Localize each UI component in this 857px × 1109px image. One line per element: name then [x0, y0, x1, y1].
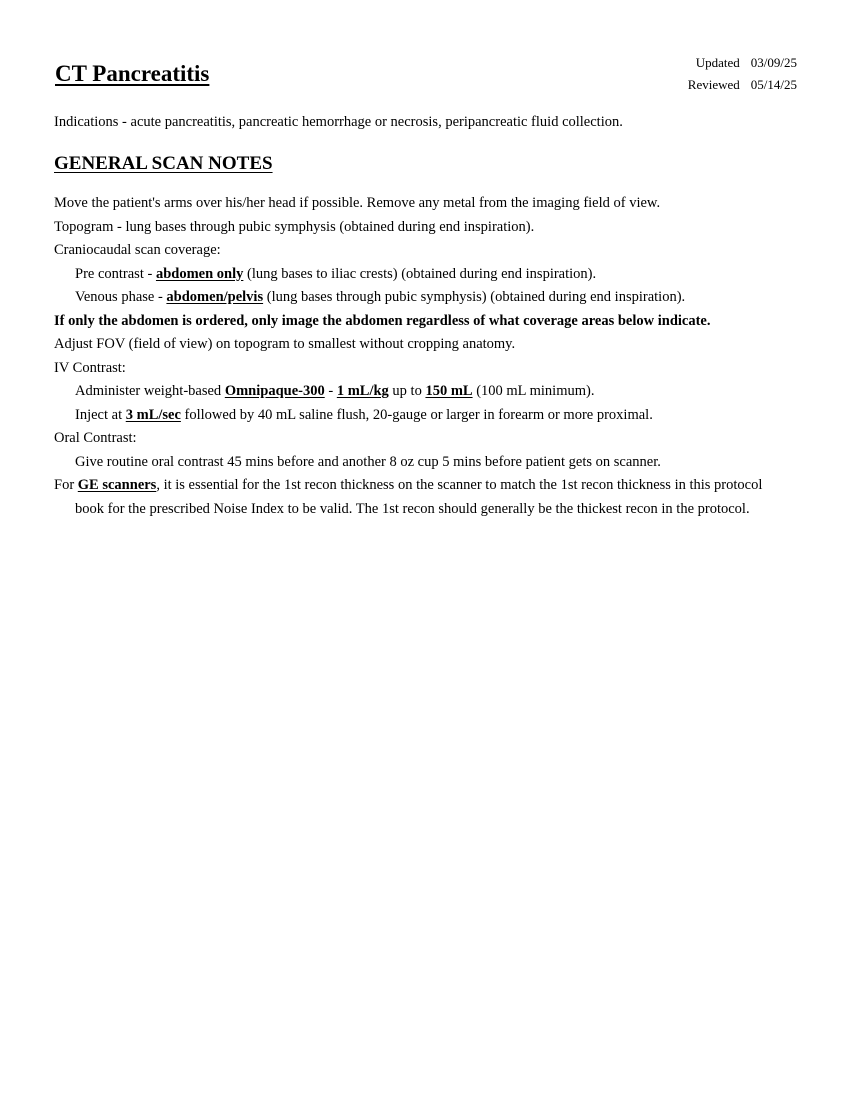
ge-note-suffix: , it is essential for the 1st recon thickness on the scanner to match the 1st recon thickness in this protocol book for the prescribed Noise Index to be valid. The 1st recon should generally be the thickest recon in the protocol. [75, 477, 763, 517]
reviewed-row [688, 74, 797, 96]
coverage-label: Craniocaudal scan coverage: [54, 242, 221, 258]
reviewed-label: Reviewed [687, 77, 740, 92]
iv-dose-prefix: Administer weight-based [75, 383, 225, 399]
iv-inject-prefix: Inject at [75, 406, 126, 423]
topogram-note: Topogram - lung bases through pubic symphysis (obtained during end inspiration). [54, 218, 535, 235]
iv-contrast-label: IV Contrast: [54, 359, 126, 376]
pre-contrast-emphasis: abdomen only [155, 265, 244, 282]
iv-inject-suffix: followed by 40 mL saline flush, 20-gauge or larger in forearm or more proximal. [180, 406, 653, 423]
oral-contrast-note: Give routine oral contrast 45 mins before and another 8 oz cup 5 mins before patient gets on scanner. [75, 453, 661, 470]
iv-dose-per-kg: 1 mL/kg [336, 383, 389, 399]
section-heading-general-scan-notes: GENERAL SCAN NOTES [54, 153, 273, 174]
arms-note: Move the patient's arms over his/her head if possible. Remove any metal from the imaging field of view. [54, 195, 661, 211]
indications-text: Indications - acute pancreatitis, pancreatic hemorrhage or necrosis, peripancreatic fluid collection. [54, 114, 623, 130]
pre-contrast-note [54, 263, 794, 287]
iv-dose-suffix: (100 mL minimum). [472, 383, 595, 399]
abdomen-only-warning: If only the abdomen is ordered, only image the abdomen regardless of what coverage areas below indicate. [54, 312, 711, 329]
pre-contrast-suffix: (lung bases to iliac crests) (obtained during end inspiration). [243, 265, 597, 282]
reviewed-date: 05/14/25 [750, 77, 797, 92]
iv-dose-mid: up to [388, 383, 426, 399]
iv-contrast-agent: Omnipaque-300 [224, 383, 325, 399]
ge-note-prefix: For [54, 477, 78, 493]
updated-date: 03/09/25 [750, 55, 797, 70]
iv-dose-max: 150 mL [425, 383, 473, 399]
ge-note-emphasis: GE scanners [77, 477, 157, 493]
iv-inject-note [54, 404, 794, 428]
iv-dose-sep: - [324, 383, 337, 399]
general-scan-notes [54, 192, 794, 521]
iv-dose-note [54, 380, 794, 404]
updated-row [688, 52, 797, 74]
page-title: CT Pancreatitis [55, 61, 210, 86]
venous-phase-prefix: Venous phase - [75, 289, 167, 305]
fov-note: Adjust FOV (field of view) on topogram to smallest without cropping anatomy. [54, 336, 516, 352]
iv-inject-rate: 3 mL/sec [125, 406, 181, 423]
updated-label: Updated [695, 55, 740, 70]
venous-phase-suffix: (lung bases through pubic symphysis) (obtained during end inspiration). [263, 289, 686, 305]
ge-scanner-note [54, 474, 794, 521]
pre-contrast-prefix: Pre contrast - [75, 265, 156, 282]
venous-phase-note [54, 286, 794, 310]
revision-dates [688, 52, 797, 96]
oral-contrast-label: Oral Contrast: [54, 430, 137, 446]
venous-phase-emphasis: abdomen/pelvis [166, 289, 264, 305]
